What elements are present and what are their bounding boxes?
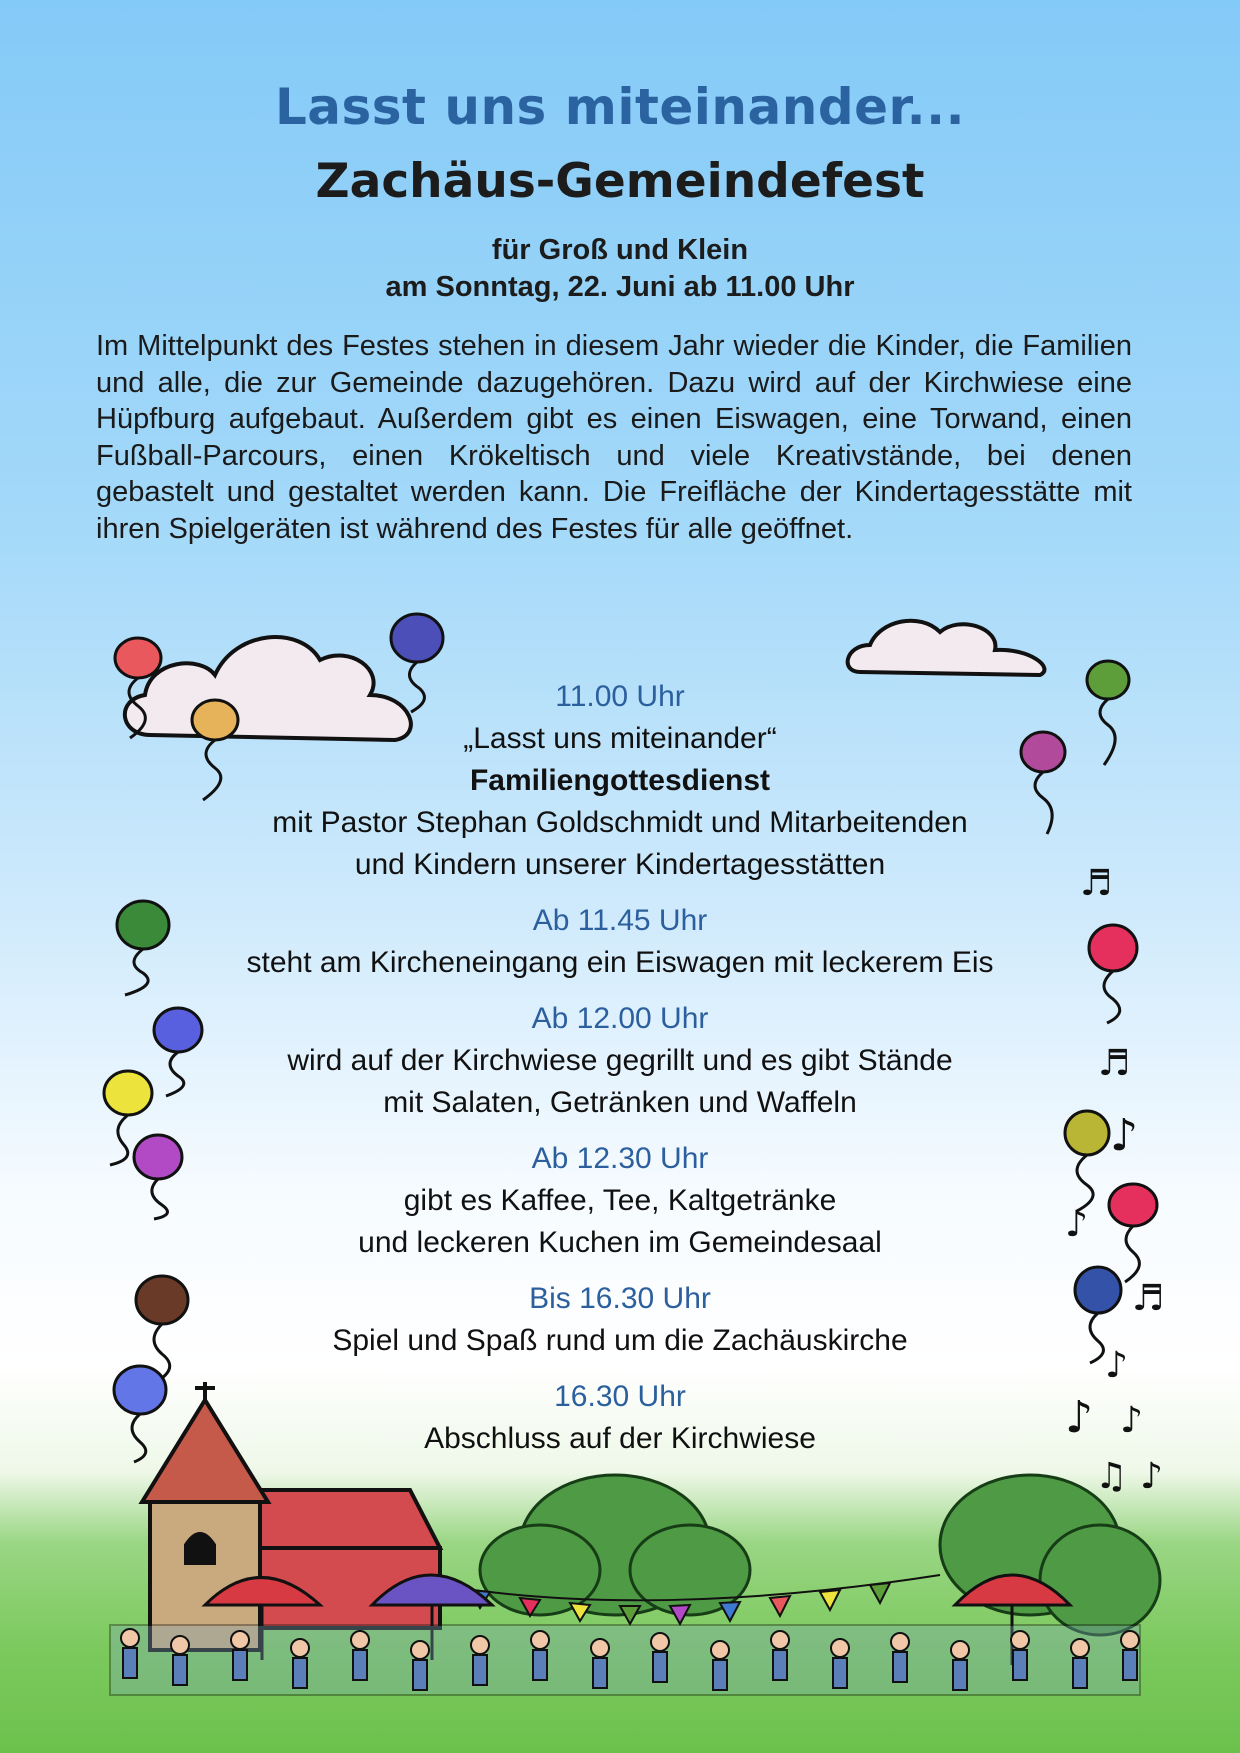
program-time: Bis 16.30 Uhr [529, 1282, 711, 1315]
cloud-icon [848, 621, 1045, 675]
program-time: Ab 12.00 Uhr [531, 1002, 709, 1035]
event-name: Zachäus-Gemeindefest [315, 154, 925, 209]
tagline [0, 232, 1240, 306]
program-item [160, 676, 1080, 886]
program-time: Ab 11.45 Uhr [532, 904, 708, 937]
program-item [160, 900, 1080, 984]
balloon-icon [114, 1366, 166, 1462]
program-item [160, 1278, 1080, 1362]
program-time: 11.00 Uhr [555, 680, 685, 713]
program-text: wird auf der Kirchwiese gegrillt und es gibt Stände [287, 1044, 953, 1077]
program-item [160, 1376, 1080, 1460]
tree-icon [940, 1475, 1160, 1635]
program-item [160, 998, 1080, 1124]
balloon-icon [1109, 1184, 1157, 1282]
program-text: Spiel und Spaß rund um die Zachäuskirche [332, 1324, 908, 1357]
program-time: 16.30 Uhr [554, 1380, 686, 1413]
audience-line: für Groß und Klein [491, 234, 749, 266]
program-text: „Lasst uns miteinander“ [463, 722, 777, 755]
music-note-icon: ♪ [1105, 1345, 1128, 1386]
music-note-icon: ♪ [1065, 1392, 1094, 1443]
music-note-icon: ♪ [1110, 1110, 1139, 1161]
program-text: Abschluss auf der Kirchwiese [424, 1422, 816, 1455]
balloon-icon [1087, 661, 1129, 765]
program-text: mit Salaten, Getränken und Waffeln [383, 1086, 857, 1119]
music-note-icon: ♪ [1120, 1400, 1143, 1441]
balloon-icon [1089, 925, 1137, 1023]
program-text: gibt es Kaffee, Tee, Kaltgetränke [403, 1184, 837, 1217]
program-schedule [160, 676, 1080, 1474]
program-text: mit Pastor Stephan Goldschmidt und Mitarbeitenden [272, 806, 968, 839]
intro-paragraph: Im Mittelpunkt des Festes stehen in diesem Jahr wieder die Kinder, die Familien und alle, die zur Gemeinde dazugehören. Dazu wird auf der Kirchwiese eine Hüpfburg aufgebaut. Außerdem gibt es einen Eiswagen, eine Torwand, einen Fußball-Parcours, einen Krökeltisch und viele Kreativstände, bei denen gebastelt und gestaltet werden kann. Die Freifläche der Kindertagesstätte mit ihren Spielgeräten ist während des Festes für alle geöffnet. [96, 330, 1132, 545]
program-text: und Kindern unserer Kindertagesstätten [354, 848, 886, 881]
program-text: Familiengottesdienst [469, 764, 771, 797]
page-title: Lasst uns miteinander... [274, 78, 966, 136]
crowd-icon [110, 1625, 1140, 1695]
tree-icon [480, 1475, 750, 1615]
music-note-icon: ♬ [1132, 1278, 1165, 1319]
music-note-icon: ♫ [1095, 1456, 1128, 1497]
program-text: steht am Kircheneingang ein Eiswagen mit leckerem Eis [246, 946, 994, 979]
music-note-icon: ♬ [1098, 1043, 1131, 1084]
date-line: am Sonntag, 22. Juni ab 11.00 Uhr [385, 271, 855, 303]
music-note-icon: ♪ [1065, 1204, 1088, 1245]
program-time: Ab 12.30 Uhr [531, 1142, 709, 1175]
program-text: und leckeren Kuchen im Gemeindesaal [358, 1226, 882, 1259]
music-note-icon: ♬ [1080, 863, 1113, 904]
program-item [160, 1138, 1080, 1264]
music-note-icon: ♪ [1140, 1456, 1163, 1497]
